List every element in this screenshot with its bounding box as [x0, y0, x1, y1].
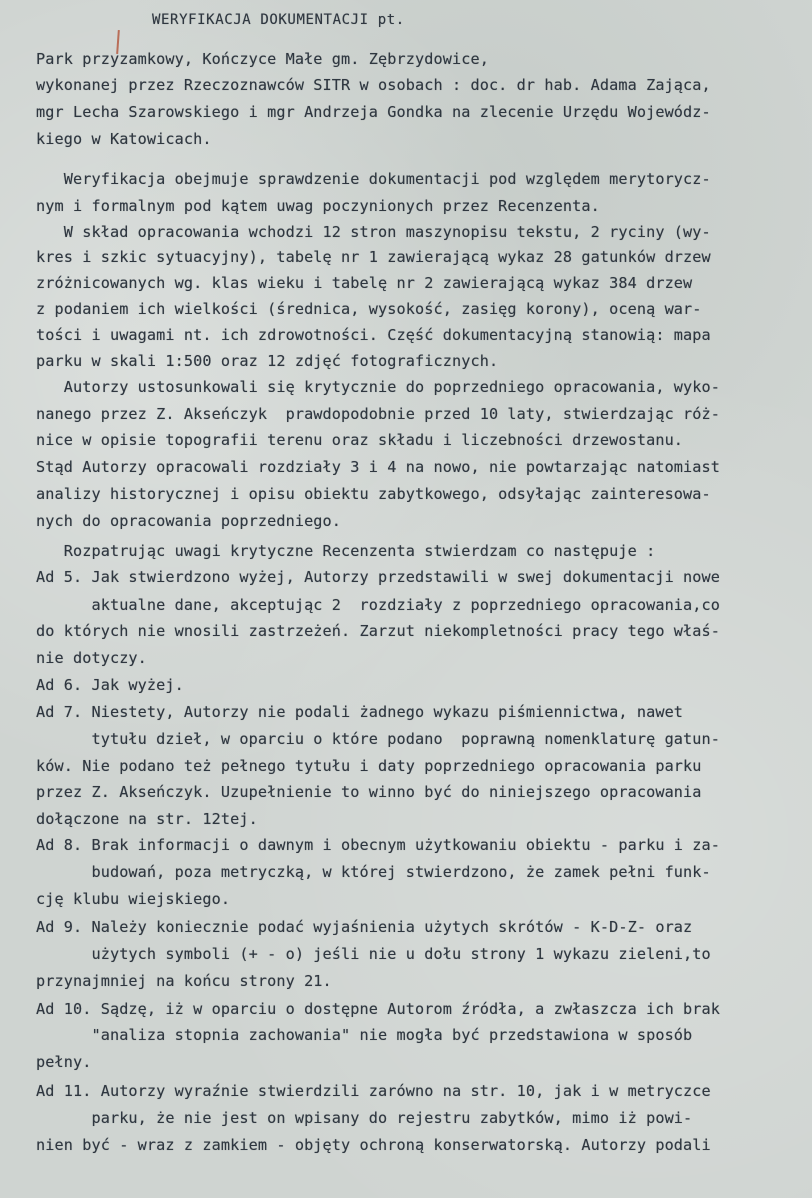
text-line: użytych symboli (+ - o) jeśli nie u dołu strony 1 wykazu zieleni,to	[36, 945, 711, 963]
text-line: analizy historycznej i opisu obiektu zabytkowego, odsyłając zainteresowa-	[36, 485, 711, 503]
text-line: z podaniem ich wielkości (średnica, wysokość, zasięg korony), oceną war-	[36, 300, 702, 318]
text-line: W skład opracowania wchodzi 12 stron maszynopisu tekstu, 2 ryciny (wy-	[36, 223, 711, 241]
text-line: budowań, poza metryczką, w której stwierdzono, że zamek pełni funk-	[36, 863, 711, 881]
text-line: wykonanej przez Rzeczoznawców SITR w osobach : doc. dr hab. Adama Zająca,	[36, 76, 711, 94]
text-line: tości i uwagami nt. ich zdrowotności. Część dokumentacyjną stanowią: mapa	[36, 326, 711, 344]
text-line: kres i szkic sytuacyjny), tabelę nr 1 zawierającą wykaz 28 gatunków drzew	[36, 248, 711, 266]
text-line: parku w skali 1:500 oraz 12 zdjęć fotograficznych.	[36, 352, 499, 370]
text-line: nien być - wraz z zamkiem - objęty ochroną konserwatorską. Autorzy podali	[36, 1136, 711, 1154]
text-line: cję klubu wiejskiego.	[36, 890, 231, 908]
text-line: do których nie wnosili zastrzeżeń. Zarzut niekompletności pracy tego właś-	[36, 622, 721, 640]
text-line: dołączone na str. 12tej.	[36, 810, 258, 828]
text-line: Ad 11. Autorzy wyraźnie stwierdzili zarówno na str. 10, jak i w metryczce	[36, 1082, 711, 1100]
text-line: Autorzy ustosunkowali się krytycznie do poprzedniego opracowania, wyko-	[36, 378, 721, 396]
document-title: WERYFIKACJA DOKUMENTACJI pt.	[152, 12, 405, 28]
text-line: ków. Nie podano też pełnego tytułu i daty poprzedniego opracowania parku	[36, 757, 702, 775]
text-line: pełny.	[36, 1053, 92, 1071]
text-line: nanego przez Z. Akseńczyk prawdopodobnie przed 10 laty, stwierdzając róż-	[36, 405, 721, 423]
text-line: tytułu dzieł, w oparciu o które podano poprawną nomenklaturę gatun-	[36, 730, 721, 748]
text-line: Ad 6. Jak wyżej.	[36, 676, 184, 694]
text-line: Ad 5. Jak stwierdzono wyżej, Autorzy przedstawili w swej dokumentacji nowe	[36, 568, 721, 586]
text-line: przynajmniej na końcu strony 21.	[36, 972, 332, 990]
text-line: parku, że nie jest on wpisany do rejestru zabytków, mimo iż powi-	[36, 1109, 693, 1127]
text-line: aktualne dane, akceptując 2 rozdziały z poprzedniego opracowania,co	[36, 596, 721, 614]
text-line: Ad 7. Niestety, Autorzy nie podali żadnego wykazu piśmiennictwa, nawet	[36, 703, 684, 721]
text-line: nice w opisie topografii terenu oraz składu i liczebności drzewostanu.	[36, 431, 684, 449]
text-line: Stąd Autorzy opracowali rozdziały 3 i 4 na nowo, nie powtarzając natomiast	[36, 458, 721, 476]
text-line: nych do opracowania poprzedniego.	[36, 512, 342, 530]
text-line: Rozpatrując uwagi krytyczne Recenzenta stwierdzam co następuje :	[36, 542, 656, 560]
text-line: Ad 10. Sądzę, iż w oparciu o dostępne Autorom źródła, a zwłaszcza ich brak	[36, 1000, 721, 1018]
text-line: nym i formalnym pod kątem uwag poczynionych przez Recenzenta.	[36, 197, 600, 215]
text-line: zróżnicowanych wg. klas wieku i tabelę nr 2 zawierającą wykaz 384 drzew	[36, 274, 693, 292]
text-line: nie dotyczy.	[36, 649, 147, 667]
text-line: kiego w Katowicach.	[36, 130, 212, 148]
text-line: przez Z. Akseńczyk. Uzupełnienie to winno być do niniejszego opracowania	[36, 783, 702, 801]
text-line: Ad 8. Brak informacji o dawnym i obecnym użytkowaniu obiektu - parku i za-	[36, 836, 721, 854]
text-line: "analiza stopnia zachowania" nie mogła być przedstawiona w sposób	[36, 1026, 693, 1044]
text-line: mgr Lecha Szarowskiego i mgr Andrzeja Gondka na zlecenie Urzędu Wojewódz-	[36, 103, 711, 121]
text-line: Ad 9. Należy koniecznie podać wyjaśnienia użytych skrótów - K-D-Z- oraz	[36, 918, 693, 936]
text-line: Weryfikacja obejmuje sprawdzenie dokumentacji pod względem merytorycz-	[36, 170, 711, 188]
text-line: Park przyzamkowy, Kończyce Małe gm. Zębrzydowice,	[36, 50, 489, 68]
